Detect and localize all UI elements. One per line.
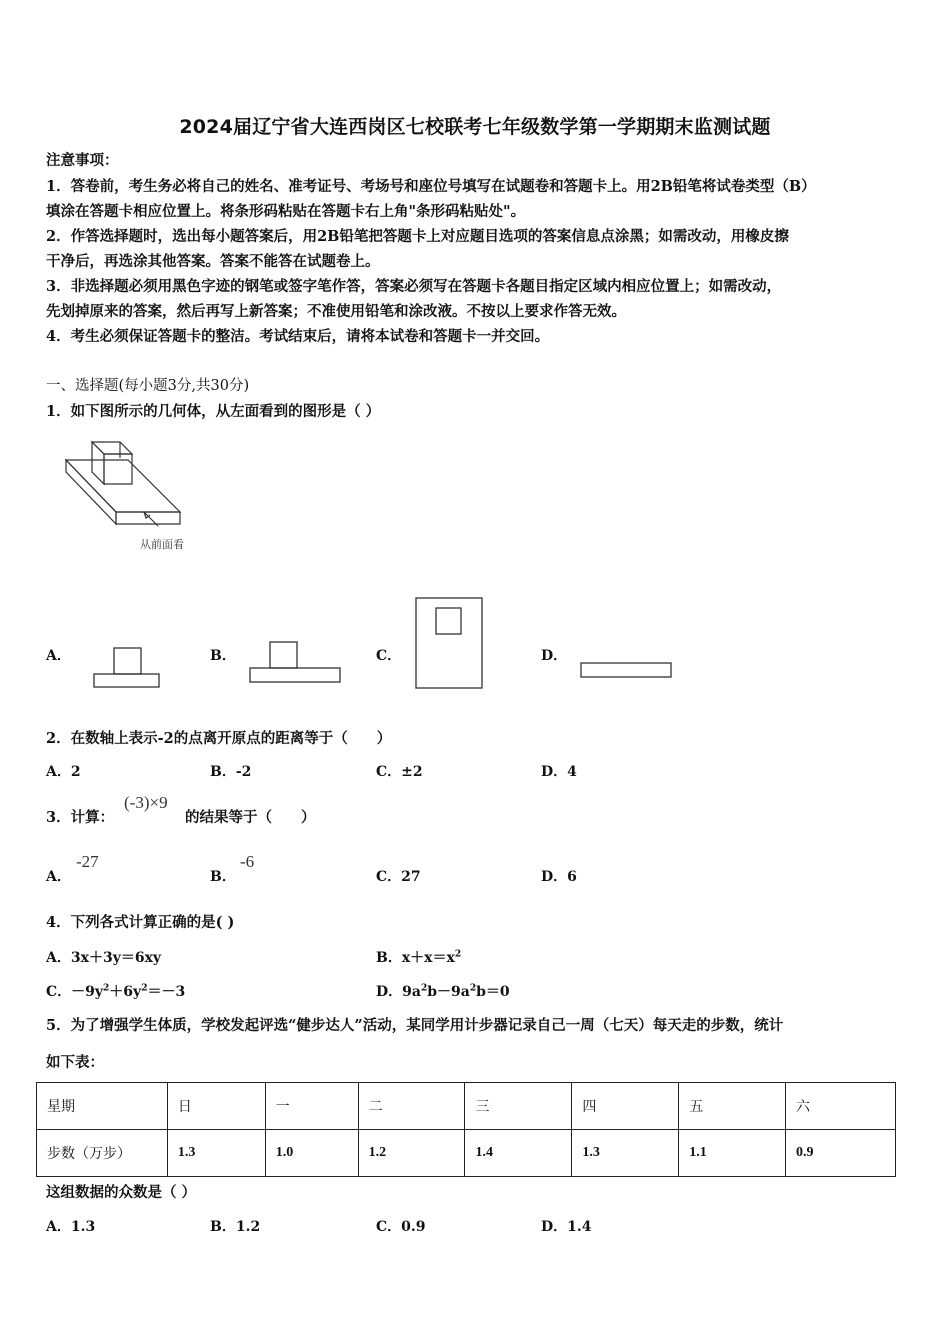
q5-option-c[interactable]: C．0.9 bbox=[376, 1219, 426, 1235]
table-cell: 一 bbox=[265, 1083, 358, 1130]
page-title: 2024届辽宁省大连西岗区七校联考七年级数学第一学期期末监测试题 bbox=[179, 116, 771, 138]
q1-option-a-figure bbox=[92, 646, 162, 690]
question-5-prompt: 这组数据的众数是（ ） bbox=[46, 1184, 197, 1201]
table-cell: 1.1 bbox=[679, 1130, 786, 1177]
q3-option-d[interactable]: D．6 bbox=[541, 869, 577, 885]
q4-option-c-text: C．－9y bbox=[46, 984, 104, 1000]
table-cell: 1.2 bbox=[358, 1130, 465, 1177]
q2-option-b[interactable]: B．-2 bbox=[210, 764, 252, 780]
q1-option-c[interactable]: C． bbox=[376, 648, 402, 664]
table-cell: 1.3 bbox=[167, 1130, 265, 1177]
q4-option-b[interactable] bbox=[376, 947, 461, 967]
exponent: 2 bbox=[420, 983, 428, 994]
table-header-row bbox=[37, 1083, 896, 1130]
question-3-suffix: 的结果等于（ ） bbox=[185, 809, 316, 826]
exponent: 2 bbox=[454, 949, 462, 960]
section-heading: 一、选择题(每小题3分,共30分) bbox=[46, 378, 250, 394]
q4-option-a[interactable]: A．3x＋3y＝6xy bbox=[46, 950, 162, 966]
q5-option-a[interactable]: A．1.3 bbox=[46, 1219, 96, 1235]
q2-option-c[interactable]: C．±2 bbox=[376, 764, 423, 780]
question-3-expression: (-3)×9 bbox=[124, 793, 168, 812]
q1-option-b-figure bbox=[248, 640, 344, 686]
q3-option-b-math: -6 bbox=[240, 852, 255, 871]
q3-option-a-math: -27 bbox=[76, 852, 99, 871]
question-1: 1．如下图所示的几何体，从左面看到的图形是（ ） bbox=[46, 403, 381, 420]
figure-caption: 从前面看 bbox=[140, 538, 184, 551]
q1-option-a[interactable]: A． bbox=[46, 648, 71, 664]
exponent: 2 bbox=[141, 983, 148, 994]
q3-option-b[interactable]: B． bbox=[210, 869, 236, 885]
notice-line: 4．考生必须保证答题卡的整洁。考试结束后，请将本试卷和答题卡一并交回。 bbox=[46, 328, 550, 345]
notice-line: 2．作答选择题时，选出每小题答案后，用2B铅笔把答题卡上对应题目选项的答案信息点涂黑；如需改动，用橡皮擦 bbox=[46, 228, 789, 245]
q1-solid-figure bbox=[60, 438, 190, 556]
exponent: 2 bbox=[103, 983, 110, 994]
notice-heading: 注意事项： bbox=[46, 152, 119, 169]
q4-option-d-text: b＝0 bbox=[476, 984, 510, 1000]
notice-line: 先划掉原来的答案，然后再写上新答案；不准使用铅笔和涂改液。不按以上要求作答无效。 bbox=[46, 303, 626, 320]
q3-option-a[interactable]: A． bbox=[46, 869, 71, 885]
notice-line: 1．答卷前，考生务必将自己的姓名、准考证号、考场号和座位号填写在试题卷和答题卡上。用2B铅笔将试卷类型（B） bbox=[46, 178, 816, 195]
table-cell: 六 bbox=[786, 1083, 896, 1130]
q4-option-b-text: B．x＋x＝x bbox=[376, 950, 455, 966]
question-5-line: 5．为了增强学生体质，学校发起评选“健步达人”活动，某同学用计步器记录自己一周（七天）每天走的步数，统计 bbox=[46, 1017, 784, 1034]
q4-option-c-text: ＝－3 bbox=[147, 984, 186, 1000]
q5-option-b[interactable]: B．1.2 bbox=[210, 1219, 261, 1235]
question-5-line: 如下表： bbox=[46, 1054, 104, 1071]
q1-option-b[interactable]: B． bbox=[210, 648, 236, 664]
table-cell: 0.9 bbox=[786, 1130, 896, 1177]
table-cell: 1.4 bbox=[465, 1130, 572, 1177]
notice-line: 干净后，再选涂其他答案。答案不能答在试题卷上。 bbox=[46, 253, 380, 270]
question-4: 4．下列各式计算正确的是( ) bbox=[46, 914, 235, 931]
exponent: 2 bbox=[469, 983, 477, 994]
q4-option-d[interactable] bbox=[376, 981, 510, 1001]
question-3-prefix: 3．计算： bbox=[46, 809, 115, 826]
q5-option-d[interactable]: D．1.4 bbox=[541, 1219, 592, 1235]
notice-line: 填涂在答题卡相应位置上。将条形码粘贴在答题卡右上角"条形码粘贴处"。 bbox=[46, 203, 526, 220]
table-cell: 五 bbox=[679, 1083, 786, 1130]
q2-option-d[interactable]: D．4 bbox=[541, 764, 577, 780]
table-row bbox=[37, 1130, 896, 1177]
table-cell: 四 bbox=[572, 1083, 679, 1130]
table-cell: 三 bbox=[465, 1083, 572, 1130]
steps-table bbox=[36, 1082, 896, 1177]
q1-option-d-figure bbox=[579, 661, 675, 681]
table-cell: 1.0 bbox=[265, 1130, 358, 1177]
table-cell: 二 bbox=[358, 1083, 465, 1130]
q4-option-c-text: ＋6y bbox=[109, 984, 142, 1000]
q4-option-d-text: b－9a bbox=[427, 984, 470, 1000]
q2-option-a[interactable]: A．2 bbox=[46, 764, 81, 780]
q1-option-c-figure bbox=[414, 596, 486, 692]
table-cell: 1.3 bbox=[572, 1130, 679, 1177]
q3-option-c[interactable]: C．27 bbox=[376, 869, 421, 885]
q4-option-d-text: D．9a bbox=[376, 984, 421, 1000]
table-cell: 步数（万步） bbox=[37, 1130, 168, 1177]
q4-option-c[interactable] bbox=[46, 981, 185, 1001]
q1-option-d[interactable]: D． bbox=[541, 648, 568, 664]
notice-line: 3．非选择题必须用黑色字迹的钢笔或签字笔作答，答案必须写在答题卡各题目指定区域内相应位置上；如需改动， bbox=[46, 278, 782, 295]
table-cell: 日 bbox=[167, 1083, 265, 1130]
table-cell: 星期 bbox=[37, 1083, 168, 1130]
question-2: 2．在数轴上表示-2的点离开原点的距离等于（ ） bbox=[46, 730, 392, 747]
